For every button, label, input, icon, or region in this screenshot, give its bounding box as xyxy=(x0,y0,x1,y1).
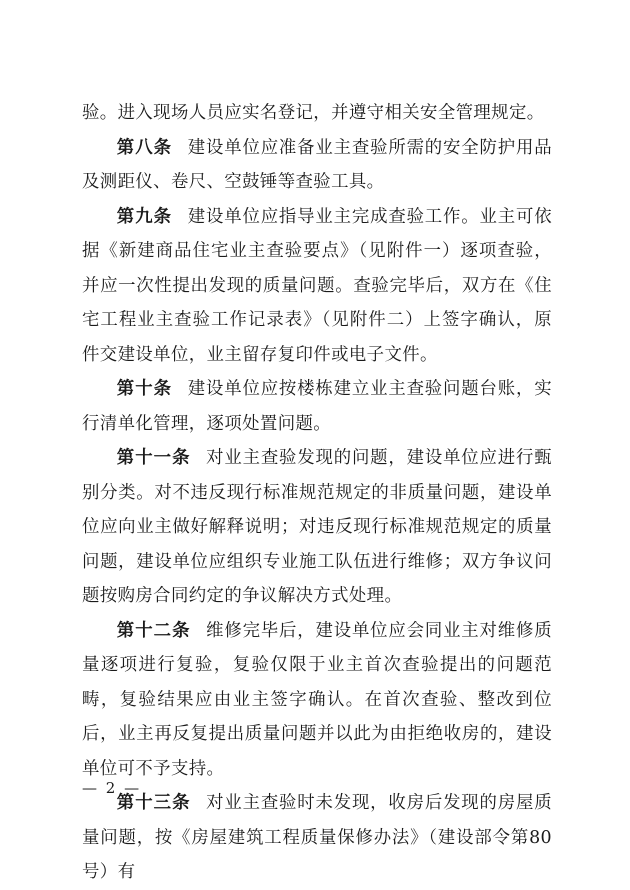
page-number: — 2 — xyxy=(82,779,142,797)
article-9-body: 建设单位应指导业主完成查验工作。业主可依据《新建商品住宅业主查验要点》（见附件一）逐项查验，并应一次性提出发现的质量问题。查验完毕后，双方在《住宅工程业主查验工作记录表》（见附件二）上签字确认，原件交建设单位，业主留存复印件或电子文件。 xyxy=(82,206,552,365)
article-11-body: 对业主查验发现的问题，建设单位应进行甄别分类。对不违反现行标准规范规定的非质量问题，建设单位应向业主做好解释说明；对违反现行标准规范规定的质量问题，建设单位应组织专业施工队伍进行维修；双方争议问题按购房合同约定的争议解决方式处理。 xyxy=(82,448,552,606)
article-13-title: 第十三条 xyxy=(116,793,191,813)
article-10 xyxy=(82,372,552,441)
continuation-paragraph xyxy=(82,96,552,131)
article-12-title: 第十二条 xyxy=(116,620,191,641)
article-9-title: 第九条 xyxy=(116,206,173,227)
article-8 xyxy=(82,131,552,200)
article-13-body: 对业主查验时未发现，收房后发现的房屋质量问题，按《房屋建筑工程质量保修办法》（建设部令第80号）有 xyxy=(82,793,552,882)
article-13 xyxy=(82,786,552,890)
document-body xyxy=(82,96,552,890)
article-8-body: 建设单位应准备业主查验所需的安全防护用品及测距仪、卷尺、空鼓锤等查验工具。 xyxy=(82,137,552,192)
article-10-title: 第十条 xyxy=(116,379,173,399)
article-11 xyxy=(82,441,552,614)
continuation-text: 验。进入现场人员应实名登记，并遵守相关安全管理规定。 xyxy=(82,103,545,123)
article-9 xyxy=(82,200,552,373)
article-8-title: 第八条 xyxy=(116,137,173,158)
article-10-body: 建设单位应按楼栋建立业主查验问题台账，实行清单化管理，逐项处置问题。 xyxy=(82,379,552,434)
article-12 xyxy=(82,614,552,787)
article-11-title: 第十一条 xyxy=(116,448,191,468)
article-12-body: 维修完毕后，建设单位应会同业主对维修质量逐项进行复验，复验仅限于业主首次查验提出的问题范畴，复验结果应由业主签字确认。在首次查验、整改到位后，业主再反复提出质量问题并以此为由拒绝收房的，建设单位可不予支持。 xyxy=(82,620,552,779)
